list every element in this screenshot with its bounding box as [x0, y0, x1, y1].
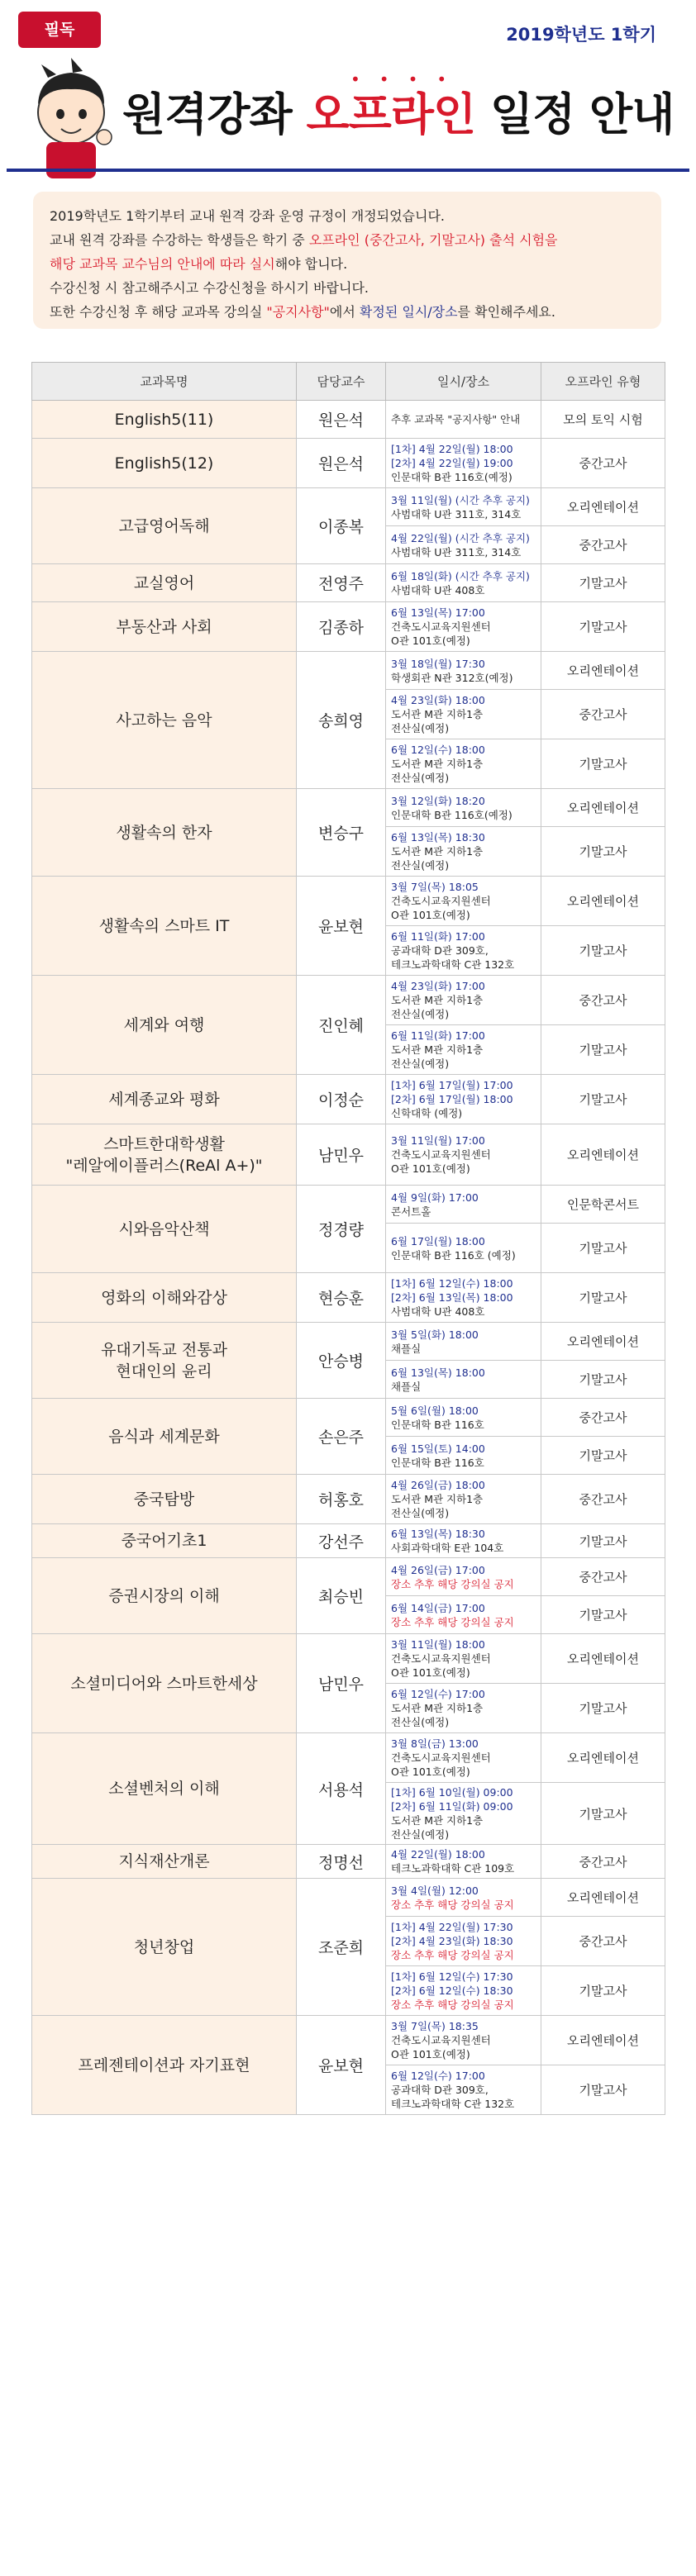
schedule-table [31, 362, 665, 2115]
professor-cell: 윤보현 [297, 877, 386, 976]
subject-cell: 증권시장의 이해 [32, 1558, 297, 1634]
type-cell: 오리엔테이션 [541, 1879, 665, 1917]
semester-label: 2019학년도 1학기 [506, 25, 656, 45]
mascot-icon [23, 55, 122, 178]
table-row [32, 602, 665, 652]
professor-cell: 변승구 [297, 789, 386, 877]
subject-cell: 소셜미디어와 스마트한세상 [32, 1634, 297, 1733]
place-cell: 3월 4일(월) 12:00 장소 추후 해당 강의실 공지 [386, 1879, 541, 1917]
type-cell: 기말고사 [541, 739, 665, 789]
place-cell: 3월 11일(월) 17:00 건축도시교육지원센터 O관 101호(예정) [386, 1124, 541, 1186]
professor-cell: 윤보현 [297, 2016, 386, 2115]
professor-cell: 최승빈 [297, 1558, 386, 1634]
type-cell: 기말고사 [541, 1684, 665, 1733]
type-cell: 중간고사 [541, 1399, 665, 1437]
type-cell: 오리엔테이션 [541, 789, 665, 827]
place-cell: 6월 13일(목) 18:30 도서관 M관 지하1층 전산실(예정) [386, 827, 541, 877]
place-cell: 6월 12일(수) 17:00 공과대학 D관 309호, 테크노과학대학 C관 132호 [386, 2065, 541, 2115]
subject-cell: English5(11) [32, 401, 297, 439]
place-cell: 6월 12일(수) 18:00 도서관 M관 지하1층 전산실(예정) [386, 739, 541, 789]
type-cell: 기말고사 [541, 1025, 665, 1075]
place-cell: 3월 11일(월) 18:00 건축도시교육지원센터 O관 101호(예정) [386, 1634, 541, 1684]
emphasis-dots: •••• [350, 69, 466, 89]
place-cell: [1차] 4월 22일(월) 18:00 [2차] 4월 22일(월) 19:00 인문대학 B관 116호(예정) [386, 439, 541, 488]
place-cell: [1차] 6월 17일(월) 17:00 [2차] 6월 17일(월) 18:00 신학대학 (예정) [386, 1075, 541, 1124]
type-cell: 오리엔테이션 [541, 488, 665, 526]
header-offline-type: 오프라인 유형 [541, 363, 665, 401]
subject-cell: 사고하는 음악 [32, 652, 297, 789]
subject-cell: 시와음악산책 [32, 1186, 297, 1273]
place-cell: 6월 13일(목) 17:00 건축도시교육지원센터 O관 101호(예정) [386, 602, 541, 652]
type-cell: 중간고사 [541, 1558, 665, 1596]
subject-cell: 소셜벤처의 이해 [32, 1733, 297, 1845]
table-row [32, 652, 665, 690]
type-cell: 오리엔테이션 [541, 652, 665, 690]
place-cell: 4월 23일(화) 18:00 도서관 M관 지하1층 전산실(예정) [386, 690, 541, 739]
type-cell: 인문학콘서트 [541, 1186, 665, 1224]
subject-cell: 음식과 세계문화 [32, 1399, 297, 1475]
table-row [32, 1186, 665, 1224]
table-row [32, 2016, 665, 2065]
place-cell: 3월 7일(목) 18:05 건축도시교육지원센터 O관 101호(예정) [386, 877, 541, 926]
type-cell: 모의 토익 시험 [541, 401, 665, 439]
table-header [32, 363, 665, 401]
place-cell: 6월 11일(화) 17:00 도서관 M관 지하1층 전산실(예정) [386, 1025, 541, 1075]
type-cell: 오리엔테이션 [541, 1323, 665, 1361]
table-row [32, 1733, 665, 1783]
place-cell: 6월 11일(화) 17:00 공과대학 D관 309호, 테크노과학대학 C관 132호 [386, 926, 541, 976]
table-row [32, 1273, 665, 1323]
table-row [32, 1399, 665, 1437]
place-cell: 4월 26일(금) 17:00 장소 추후 해당 강의실 공지 [386, 1558, 541, 1596]
type-cell: 중간고사 [541, 1917, 665, 1966]
table-row [32, 1558, 665, 1596]
type-cell: 중간고사 [541, 690, 665, 739]
place-cell: 6월 12일(수) 17:00 도서관 M관 지하1층 전산실(예정) [386, 1684, 541, 1733]
type-cell: 기말고사 [541, 2065, 665, 2115]
table-row [32, 1879, 665, 1917]
type-cell: 오리엔테이션 [541, 2016, 665, 2065]
place-cell: 6월 14일(금) 17:00 장소 추후 해당 강의실 공지 [386, 1596, 541, 1634]
table-row [32, 877, 665, 926]
type-cell: 기말고사 [541, 1075, 665, 1124]
subject-cell: 부동산과 사회 [32, 602, 297, 652]
table-row [32, 439, 665, 488]
subject-cell: English5(12) [32, 439, 297, 488]
type-cell: 기말고사 [541, 1524, 665, 1558]
place-cell: 3월 8일(금) 13:00 건축도시교육지원센터 O관 101호(예정) [386, 1733, 541, 1783]
type-cell: 기말고사 [541, 827, 665, 877]
place-cell: 6월 17일(월) 18:00 인문대학 B관 116호 (예정) [386, 1224, 541, 1273]
type-cell: 기말고사 [541, 1783, 665, 1845]
place-cell: [1차] 6월 12일(수) 17:30 [2차] 6월 12일(수) 18:30 장소 추후 해당 강의실 공지 [386, 1966, 541, 2016]
place-cell: 추후 교과목 "공지사항" 안내 [386, 401, 541, 439]
table-row [32, 789, 665, 827]
type-cell: 기말고사 [541, 1966, 665, 2016]
professor-cell: 원은석 [297, 401, 386, 439]
subject-cell: 중국탐방 [32, 1475, 297, 1524]
place-cell: 3월 18일(월) 17:30 학생회관 N관 312호(예정) [386, 652, 541, 690]
professor-cell: 안승병 [297, 1323, 386, 1399]
table-row [32, 1475, 665, 1524]
type-cell: 기말고사 [541, 1361, 665, 1399]
professor-cell: 이종복 [297, 488, 386, 564]
professor-cell: 정명선 [297, 1845, 386, 1879]
table-row [32, 401, 665, 439]
type-cell: 기말고사 [541, 1437, 665, 1475]
subject-cell: 스마트한대학생활 "레알에이플러스(ReAl A+)" [32, 1124, 297, 1186]
subject-cell: 생활속의 스마트 IT [32, 877, 297, 976]
professor-cell: 현승훈 [297, 1273, 386, 1323]
subject-cell: 생활속의 한자 [32, 789, 297, 877]
place-cell: 4월 26일(금) 18:00 도서관 M관 지하1층 전산실(예정) [386, 1475, 541, 1524]
place-cell: 4월 9일(화) 17:00 콘서트홀 [386, 1186, 541, 1224]
place-cell: 3월 5일(화) 18:00 채플실 [386, 1323, 541, 1361]
subject-cell: 세계와 여행 [32, 976, 297, 1075]
type-cell: 기말고사 [541, 926, 665, 976]
page-title: 원격강좌 오프라인 일정 안내 [122, 88, 675, 140]
professor-cell: 김종하 [297, 602, 386, 652]
subject-cell: 세계종교와 평화 [32, 1075, 297, 1124]
type-cell: 기말고사 [541, 564, 665, 602]
subject-cell: 중국어기초1 [32, 1524, 297, 1558]
header-subject: 교과목명 [32, 363, 297, 401]
place-cell: 6월 13일(목) 18:00 채플실 [386, 1361, 541, 1399]
place-cell: 4월 22일(월) 18:00 테크노과학대학 C관 109호 [386, 1845, 541, 1879]
professor-cell: 강선주 [297, 1524, 386, 1558]
place-cell: 6월 18일(화) (시간 추후 공지) 사범대학 U관 408호 [386, 564, 541, 602]
type-cell: 기말고사 [541, 602, 665, 652]
type-cell: 기말고사 [541, 1273, 665, 1323]
place-cell: 4월 22일(월) (시간 추후 공지) 사범대학 U관 311호, 314호 [386, 526, 541, 564]
table-row [32, 1524, 665, 1558]
place-cell: 3월 7일(목) 18:35 건축도시교육지원센터 O관 101호(예정) [386, 2016, 541, 2065]
subject-cell: 프레젠테이션과 자기표현 [32, 2016, 297, 2115]
type-cell: 중간고사 [541, 526, 665, 564]
table-row [32, 1634, 665, 1684]
professor-cell: 서용석 [297, 1733, 386, 1845]
type-cell: 중간고사 [541, 439, 665, 488]
professor-cell: 허홍호 [297, 1475, 386, 1524]
subject-cell: 청년창업 [32, 1879, 297, 2016]
place-cell: [1차] 6월 12일(수) 18:00 [2차] 6월 13일(목) 18:00 사범대학 U관 408호 [386, 1273, 541, 1323]
subject-cell: 유대기독교 전통과 현대인의 윤리 [32, 1323, 297, 1399]
professor-cell: 송희영 [297, 652, 386, 789]
header-datetime-place: 일시/장소 [386, 363, 541, 401]
type-cell: 기말고사 [541, 1224, 665, 1273]
type-cell: 기말고사 [541, 1596, 665, 1634]
professor-cell: 남민우 [297, 1634, 386, 1733]
professor-cell: 정경량 [297, 1186, 386, 1273]
type-cell: 중간고사 [541, 1845, 665, 1879]
type-cell: 오리엔테이션 [541, 877, 665, 926]
place-cell: [1차] 6월 10일(월) 09:00 [2차] 6월 11일(화) 09:00 도서관 M관 지하1층 전산실(예정) [386, 1783, 541, 1845]
table-row [32, 1124, 665, 1186]
table-row [32, 1075, 665, 1124]
type-cell: 중간고사 [541, 976, 665, 1025]
header-professor: 담당교수 [297, 363, 386, 401]
type-cell: 오리엔테이션 [541, 1124, 665, 1186]
table-row [32, 1845, 665, 1879]
notice-box: 2019학년도 1학기부터 교내 원격 강좌 운영 규정이 개정되었습니다. 교내 원격 강좌를 수강하는 학생들은 학기 중 오프라인 (중간고사, 기말고사) 출석 시험을 해당 교과목 교수님의 안내에 따라 실시해야 합니다. 수강신청 시 참고해주시고 수강신청을 하시기 바랍니다. 또한 수강신청 후 해당 교과목 강의실 "공지사항"에서 확정된 일시/장소를 확인해주세요. [33, 192, 661, 329]
type-cell: 오리엔테이션 [541, 1733, 665, 1783]
subject-cell: 영화의 이해와감상 [32, 1273, 297, 1323]
table-row [32, 488, 665, 526]
place-cell: [1차] 4월 22일(월) 17:30 [2차] 4월 23일(화) 18:30 장소 추후 해당 강의실 공지 [386, 1917, 541, 1966]
type-cell: 오리엔테이션 [541, 1634, 665, 1684]
title-divider [7, 169, 689, 172]
must-read-badge: 필독 [18, 12, 101, 48]
place-cell: 4월 23일(화) 17:00 도서관 M관 지하1층 전산실(예정) [386, 976, 541, 1025]
professor-cell: 전영주 [297, 564, 386, 602]
professor-cell: 남민우 [297, 1124, 386, 1186]
place-cell: 6월 15일(토) 14:00 인문대학 B관 116호 [386, 1437, 541, 1475]
professor-cell: 원은석 [297, 439, 386, 488]
professor-cell: 조준희 [297, 1879, 386, 2016]
subject-cell: 지식재산개론 [32, 1845, 297, 1879]
place-cell: 5월 6일(월) 18:00 인문대학 B관 116호 [386, 1399, 541, 1437]
place-cell: 6월 13일(목) 18:30 사회과학대학 E관 104호 [386, 1524, 541, 1558]
table-row [32, 976, 665, 1025]
type-cell: 중간고사 [541, 1475, 665, 1524]
professor-cell: 손은주 [297, 1399, 386, 1475]
subject-cell: 교실영어 [32, 564, 297, 602]
professor-cell: 이정순 [297, 1075, 386, 1124]
professor-cell: 진인혜 [297, 976, 386, 1075]
table-row [32, 564, 665, 602]
table-row [32, 1323, 665, 1361]
place-cell: 3월 12일(화) 18:20 인문대학 B관 116호(예정) [386, 789, 541, 827]
place-cell: 3월 11일(월) (시간 추후 공지) 사범대학 U관 311호, 314호 [386, 488, 541, 526]
subject-cell: 고급영어독해 [32, 488, 297, 564]
